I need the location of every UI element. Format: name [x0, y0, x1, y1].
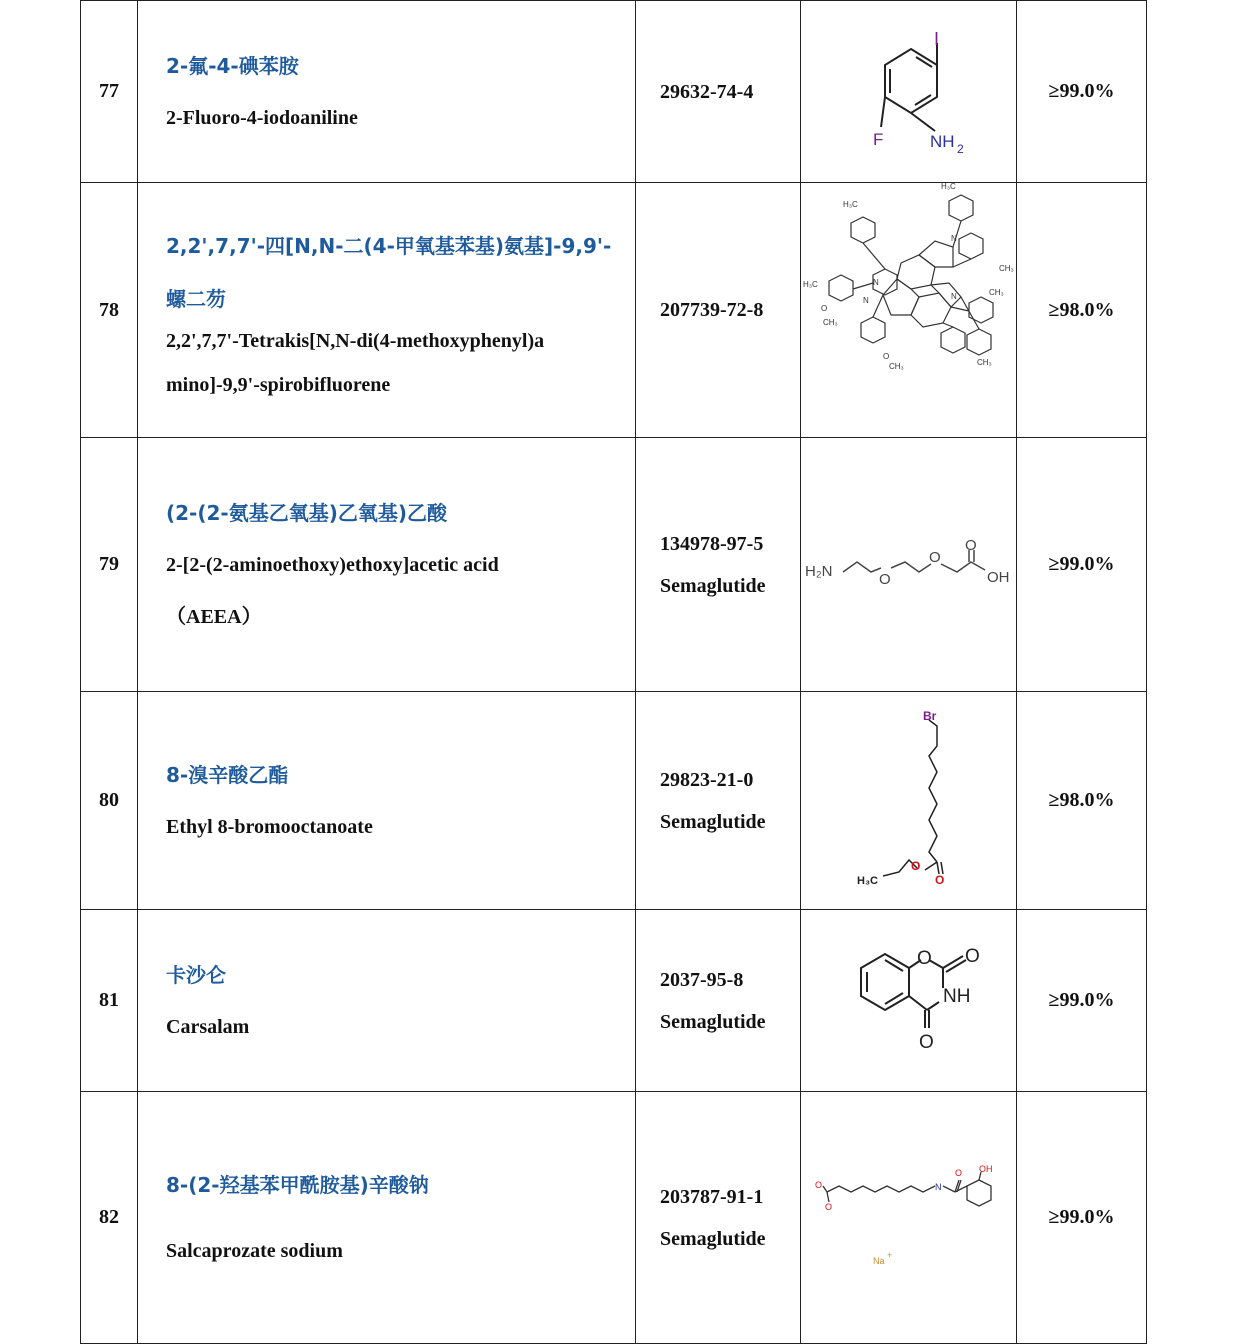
cas-note: Semaglutide [660, 574, 766, 597]
svg-text:H₃C: H₃C [803, 280, 818, 289]
svg-text:NH: NH [943, 986, 971, 1007]
svg-text:O: O [955, 1168, 963, 1178]
chinese-name: (2-(2-氨基乙氧基)乙氧基)乙酸 [166, 500, 447, 525]
product-name [138, 910, 636, 1092]
svg-text:N: N [935, 1182, 942, 1192]
product-name [138, 183, 636, 438]
svg-text:CH₃: CH₃ [977, 358, 992, 367]
cas-number [636, 183, 801, 438]
molecule-2-fluoro-4-iodoaniline [801, 1, 1017, 177]
item-number: 81 [81, 910, 138, 1092]
chinese-name-line-2: 螺二芴 [166, 287, 226, 311]
cas-value: 203787-91-1 [660, 1185, 764, 1208]
purity-value: ≥99.0% [1017, 910, 1147, 1092]
svg-text:N: N [863, 296, 869, 305]
svg-text:O: O [911, 859, 921, 873]
svg-text:O: O [815, 1180, 823, 1190]
cas-value: 207739-72-8 [660, 299, 764, 321]
cas-number [636, 1, 801, 183]
english-name-line-2: mino]-9,9'-spirobifluorene [166, 374, 391, 396]
svg-text:NH: NH [930, 132, 955, 151]
item-number: 78 [81, 183, 138, 438]
svg-text:H₃C: H₃C [843, 200, 858, 209]
svg-text:OH: OH [979, 1164, 993, 1174]
svg-text:H₃C: H₃C [857, 875, 878, 887]
cas-value: 134978-97-5 [660, 532, 764, 555]
cas-value: 2037-95-8 [660, 968, 744, 991]
table-row [81, 910, 1147, 1092]
product-name [138, 438, 636, 692]
svg-text:H₂N: H₂N [805, 563, 833, 580]
structure-image [801, 910, 1017, 1092]
molecule-carsalam [801, 910, 1017, 1086]
chinese-name-line-1: 2,2',7,7'-四[N,N-二(4-甲氧基苯基)氨基]-9,9'- [166, 234, 612, 258]
item-number: 79 [81, 438, 138, 692]
structure-image [801, 438, 1017, 692]
cas-number [636, 910, 801, 1092]
svg-text:O: O [917, 948, 932, 969]
cas-note: Semaglutide [660, 1227, 766, 1250]
svg-text:OH: OH [987, 569, 1010, 586]
cas-note: Semaglutide [660, 1010, 766, 1033]
purity-value: ≥98.0% [1017, 692, 1147, 910]
english-name-line-2: （AEEA） [166, 605, 262, 628]
svg-text:N: N [873, 278, 879, 287]
svg-text:Br: Br [923, 709, 937, 723]
structure-image [801, 183, 1017, 438]
svg-text:O: O [965, 946, 980, 967]
svg-text:CH₃: CH₃ [823, 318, 838, 327]
english-name: 2-Fluoro-4-iodoaniline [166, 106, 358, 129]
table-row [81, 183, 1147, 438]
svg-text:CH₃: CH₃ [989, 288, 1004, 297]
svg-text:O: O [825, 1202, 833, 1212]
english-name: Salcaprozate sodium [166, 1239, 343, 1262]
svg-text:F: F [873, 130, 884, 149]
chinese-name: 卡沙仑 [166, 962, 226, 987]
cas-value: 29632-74-4 [660, 80, 754, 103]
english-name-line-1: 2,2',7,7'-Tetrakis[N,N-di(4-methoxyphenyl)a [166, 330, 545, 352]
cas-note: Semaglutide [660, 810, 766, 833]
purity-value: ≥99.0% [1017, 1, 1147, 183]
table-row [81, 692, 1147, 910]
cas-number [636, 438, 801, 692]
svg-text:O: O [821, 304, 828, 313]
svg-text:N: N [951, 292, 957, 301]
svg-text:O: O [965, 537, 977, 554]
svg-text:O: O [919, 1032, 934, 1053]
cas-number [636, 692, 801, 910]
product-table [80, 0, 1147, 1344]
svg-text:O: O [879, 571, 891, 588]
svg-text:+: + [887, 1250, 893, 1260]
cas-number [636, 1092, 801, 1344]
chinese-name: 8-溴辛酸乙酯 [166, 762, 289, 787]
cas-value: 29823-21-0 [660, 768, 754, 791]
molecule-salcaprozate-sodium [801, 1092, 1017, 1338]
svg-text:N: N [951, 234, 957, 243]
chinese-name: 8-(2-羟基苯甲酰胺基)辛酸钠 [166, 1172, 429, 1197]
molecule-aeea [801, 438, 1017, 686]
structure-image [801, 1092, 1017, 1344]
english-name: Carsalam [166, 1015, 250, 1038]
purity-value: ≥99.0% [1017, 1092, 1147, 1344]
item-number: 82 [81, 1092, 138, 1344]
svg-text:H₃C: H₃C [941, 183, 956, 191]
product-name [138, 692, 636, 910]
table-row [81, 1, 1147, 183]
svg-text:O: O [883, 352, 890, 361]
svg-text:CH₃: CH₃ [999, 264, 1014, 273]
svg-text:2: 2 [957, 142, 964, 156]
table-row [81, 1092, 1147, 1344]
molecule-spiro-ometad [801, 183, 1017, 432]
svg-text:O: O [935, 873, 945, 887]
svg-text:Na: Na [873, 1256, 885, 1266]
product-name [138, 1, 636, 183]
purity-value: ≥99.0% [1017, 438, 1147, 692]
purity-value: ≥98.0% [1017, 183, 1147, 438]
table-row [81, 438, 1147, 692]
structure-image [801, 692, 1017, 910]
svg-text:O: O [929, 549, 941, 566]
english-name: Ethyl 8-bromooctanoate [166, 815, 373, 838]
svg-text:I: I [934, 29, 940, 49]
product-name [138, 1092, 636, 1344]
item-number: 80 [81, 692, 138, 910]
molecule-ethyl-8-bromooctanoate [801, 692, 1017, 904]
chinese-name: 2-氟-4-碘苯胺 [166, 53, 299, 78]
english-name-line-1: 2-[2-(2-aminoethoxy)ethoxy]acetic acid [166, 553, 499, 576]
item-number: 77 [81, 1, 138, 183]
svg-text:CH₃: CH₃ [889, 362, 904, 371]
structure-image [801, 1, 1017, 183]
